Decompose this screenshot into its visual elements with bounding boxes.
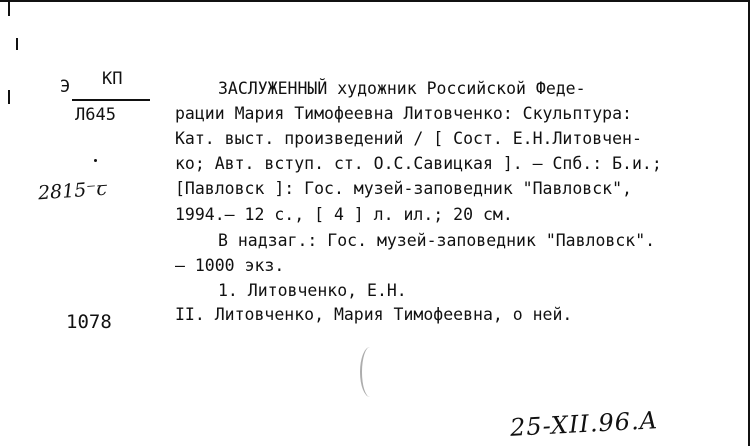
entry-line-3: Кат. выст. произведений / [ Сост. Е.Н.Литовчен- (175, 129, 642, 148)
entry-line-10: II. Литовченко, Мария Тимофеевна, о ней. (175, 305, 573, 324)
entry-line-5: [Павловск ]: Гос. музей-заповедник "Павловск", (175, 179, 632, 198)
edge-mark (16, 38, 18, 50)
call-number-prefix: Э (60, 77, 71, 97)
entry-line-4: ко; Авт. вступ. ст. О.С.Савицкая ]. – Спб.: Б.и.; (175, 154, 662, 173)
call-number-classification: КП (102, 69, 123, 89)
call-number-rule (72, 99, 150, 101)
call-number-author-mark: Л645 (75, 105, 116, 125)
accession-number: 1078 (66, 311, 112, 333)
entry-line-7: В надзаг.: Гос. музей-заповедник "Павловск". (218, 231, 656, 250)
entry-line-2: рации Мария Тимофеевна Литовченко: Скульптура: (175, 104, 632, 123)
ink-smudge (360, 347, 380, 397)
handwritten-note: 2815⁻ꞇ (37, 177, 108, 205)
entry-line-8: – 1000 экз. (175, 256, 285, 275)
edge-mark (8, 90, 10, 104)
date-stamp: 25-XII.96.A (509, 406, 659, 442)
edge-mark (8, 2, 10, 16)
entry-line-6: 1994.– 12 с., [ 4 ] л. ил.; 20 см. (175, 205, 513, 224)
dot (94, 159, 97, 162)
entry-line-1: ЗАСЛУЖЕННЫЙ художник Российской Феде- (218, 79, 586, 98)
entry-line-9: 1. Литовченко, Е.Н. (218, 281, 407, 300)
